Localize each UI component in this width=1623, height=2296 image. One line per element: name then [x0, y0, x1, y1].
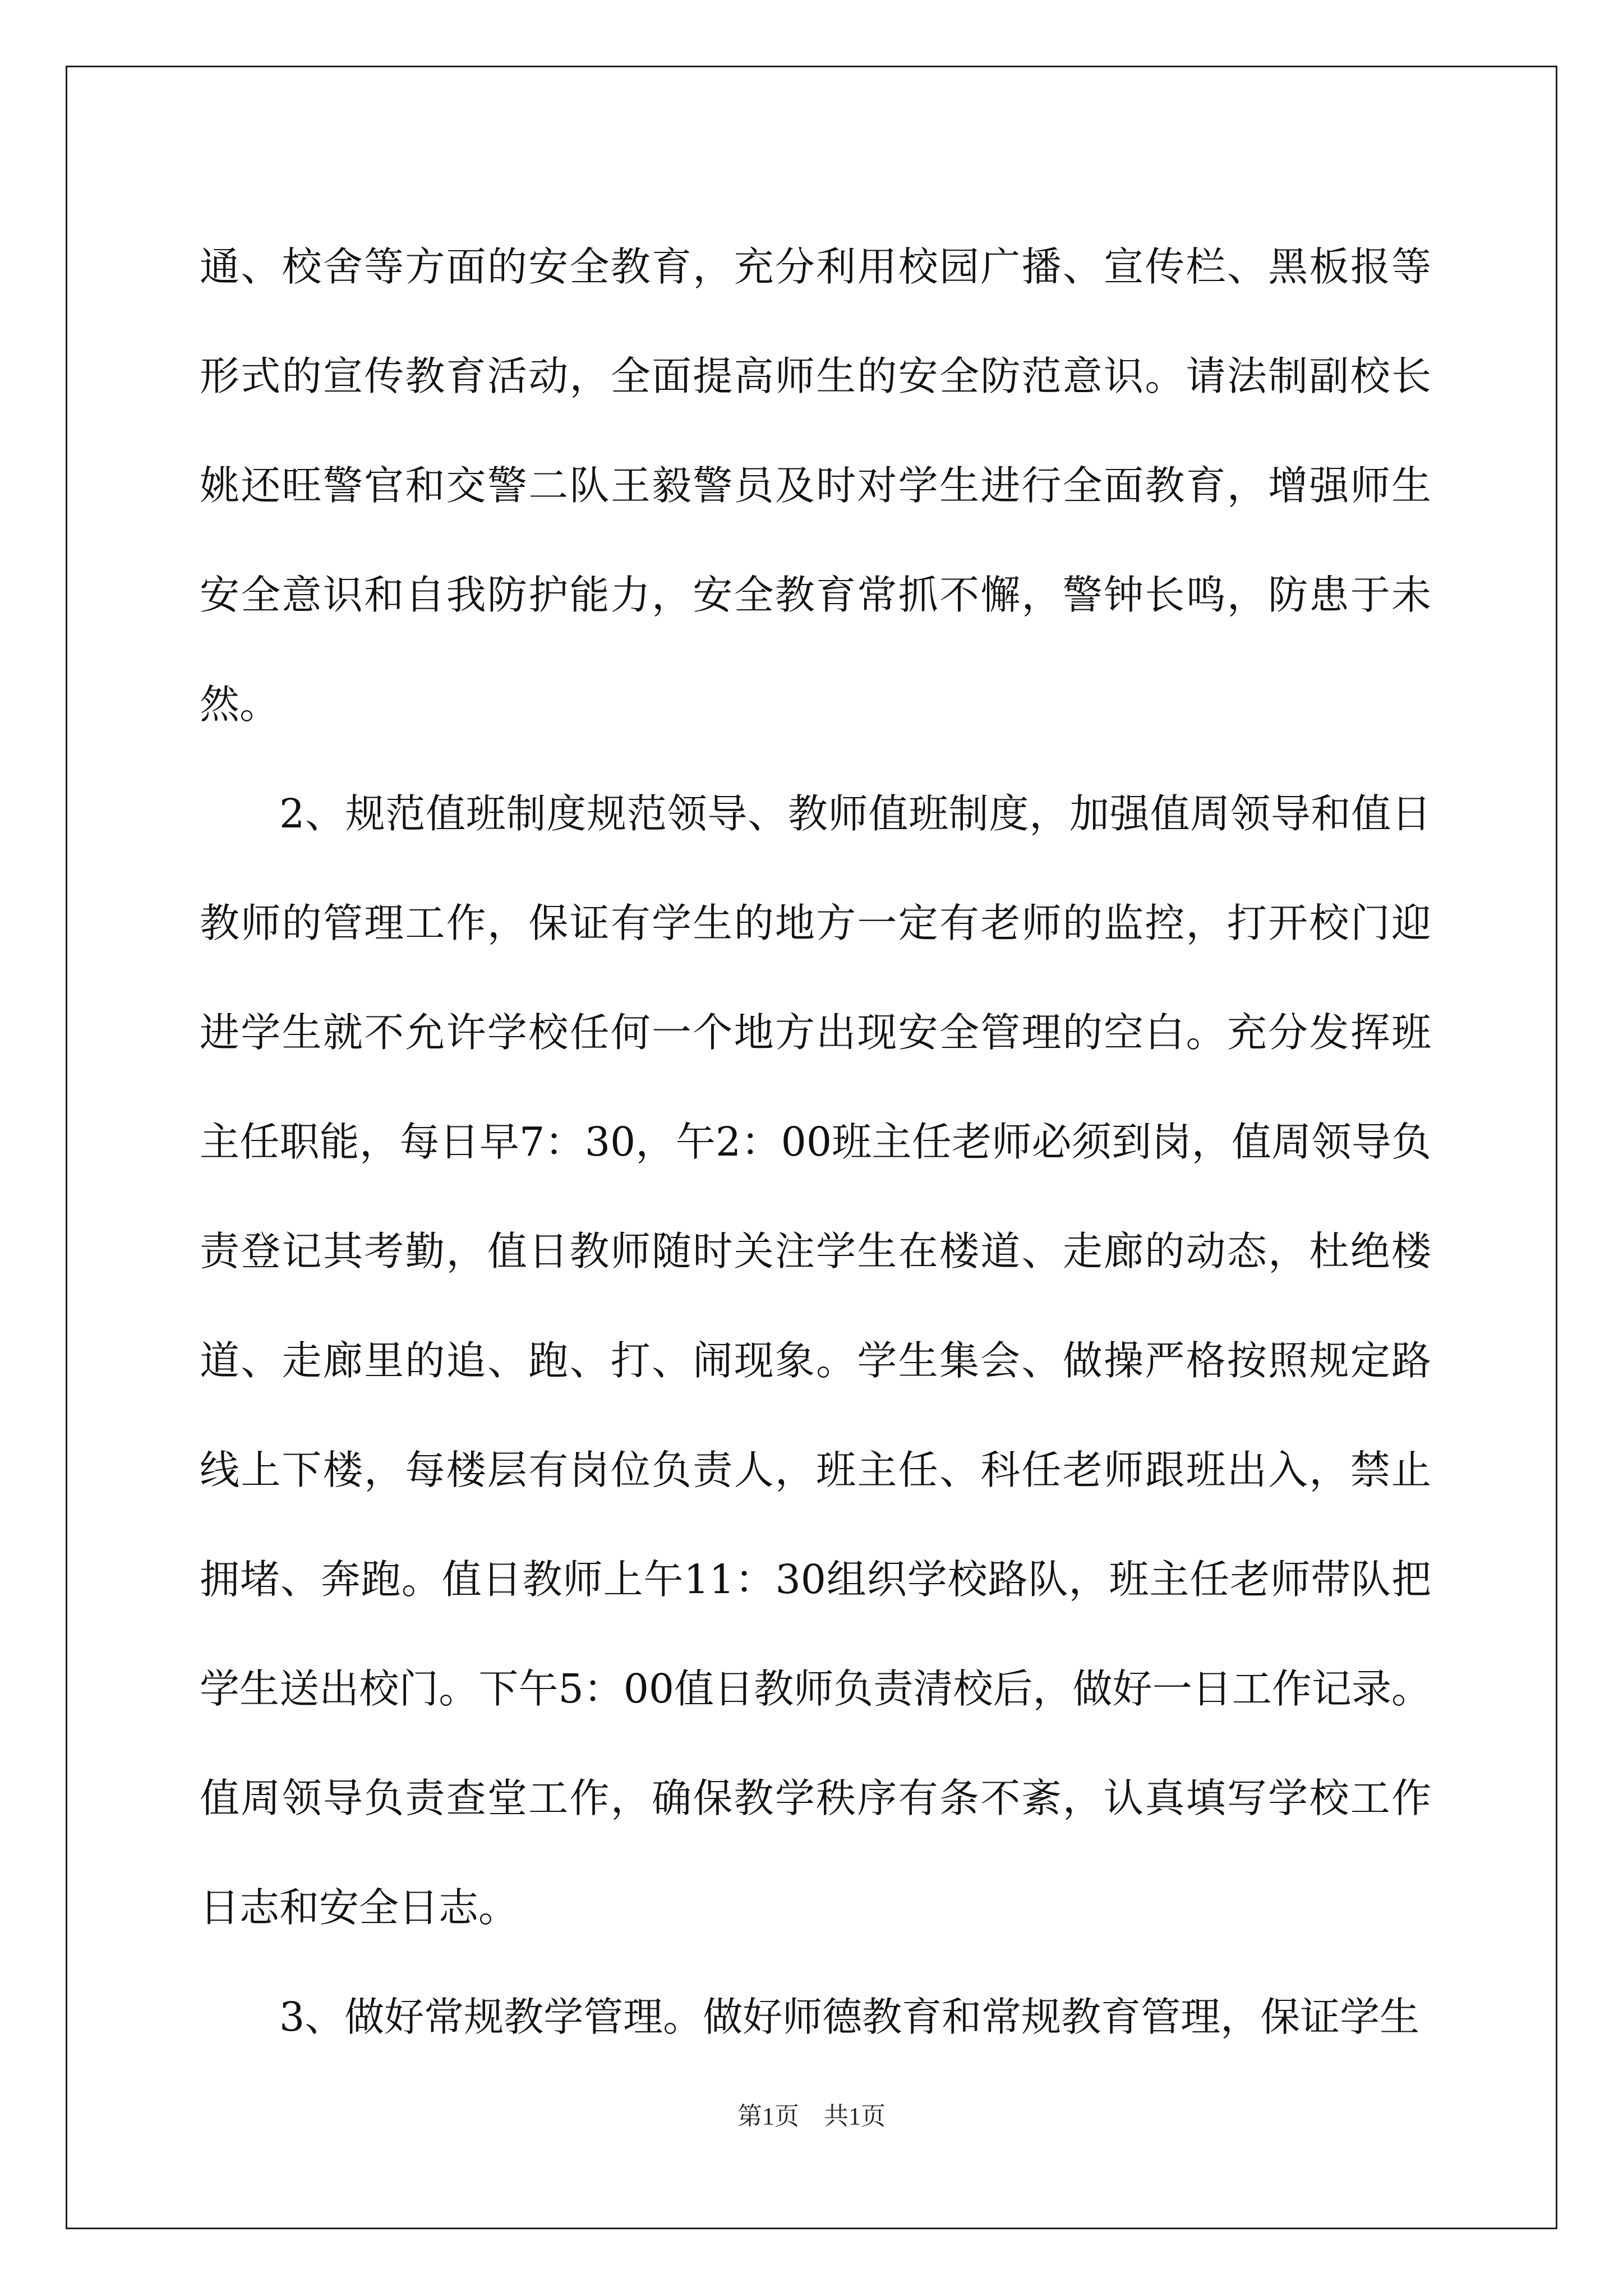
paragraph-teaching-management: 3、做好常规教学管理。做好师德教育和常规教育管理，保证学生	[279, 1994, 1420, 2040]
page-footer: 第1页 共1页	[737, 2102, 886, 2130]
document-body	[200, 212, 1431, 2072]
paragraph-duty-system: 2、规范值班制度规范领导、教师值班制度，加强值周领导和值日教师的管理工作，保证有学生的地方一定有老师的监控，打开校门迎进学生就不允许学校任何一个地方出现安全管理的空白。充分发挥班主任职能，每日早7：30，午2：00班主任老师必须到岗，值周领导负责登记其考勤，值日教师随时关注学生在楼道、走廊的动态，杜绝楼道、走廊里的追、跑、打、闹现象。学生集会、做操严格按照规定路线上下楼，每楼层有岗位负责人，班主任、科任老师跟班出入，禁止拥堵、奔跑。值日教师上午11：30组织学校路队，班主任老师带队把学生送出校门。下午5：00值日教师负责清校后，做好一日工作记录。值周领导负责查堂工作，确保教学秩序有条不紊，认真填写学校工作日志和安全日志。	[200, 790, 1431, 1931]
paragraph-safety-education: 通、校舍等方面的安全教育，充分利用校园广播、宣传栏、黑板报等形式的宣传教育活动，全面提高师生的安全防范意识。请法制副校长姚还旺警官和交警二队王毅警员及时对学生进行全面教育，增强师生安全意识和自我防护能力，安全教育常抓不懈，警钟长鸣，防患于未然。	[200, 243, 1431, 728]
